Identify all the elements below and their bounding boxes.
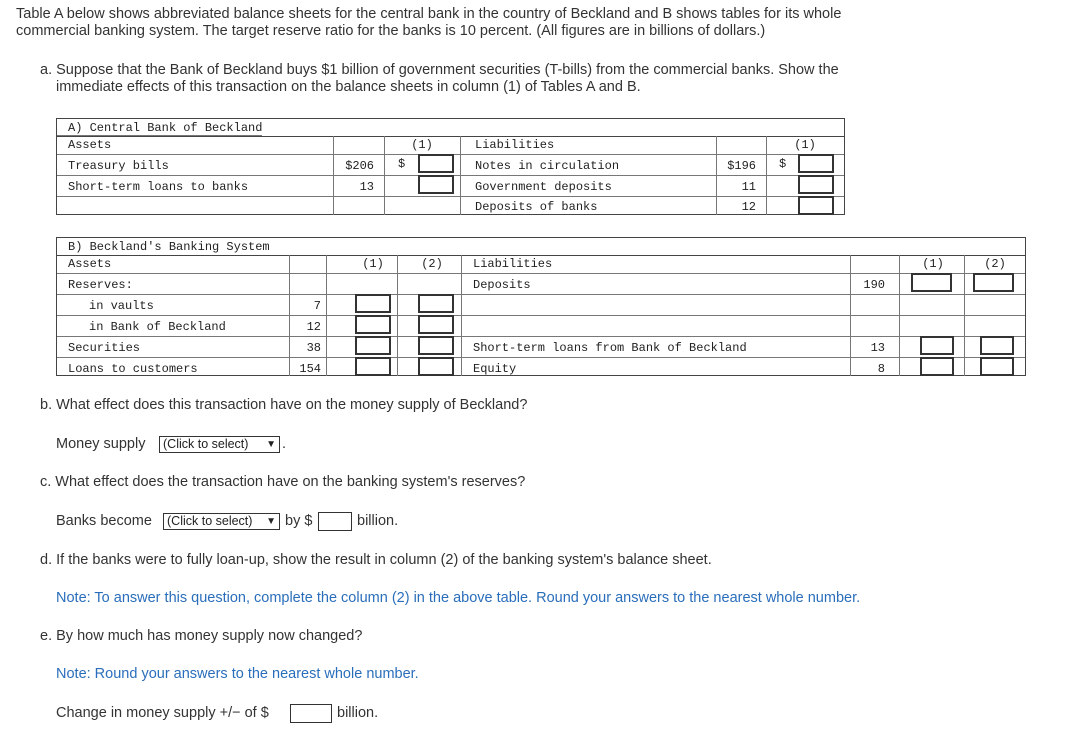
table-b-in-bank-col1-input[interactable] bbox=[355, 315, 391, 334]
table-b-asset-value: 7 bbox=[313, 299, 321, 313]
table-b-equity-col2-input[interactable] bbox=[980, 357, 1014, 376]
table-b-liability-value: 190 bbox=[863, 278, 885, 292]
money-supply-change-label: Change in money supply +/− of $ bbox=[56, 705, 269, 721]
question-c: c. What effect does the transaction have on the banking system's reserves? bbox=[40, 474, 526, 490]
question-e: e. By how much has money supply now changed? bbox=[40, 628, 363, 644]
table-a-asset-label: Treasury bills bbox=[68, 159, 169, 173]
table-b-liability-label: Equity bbox=[473, 362, 517, 376]
table-b-liabilities-header: Liabilities bbox=[473, 257, 553, 271]
table-b-in-vaults-col2-input[interactable] bbox=[418, 294, 454, 313]
money-supply-label: Money supply bbox=[56, 436, 146, 452]
billion-unit-label: billion. bbox=[357, 513, 399, 529]
table-b-asset-value: 38 bbox=[306, 341, 321, 355]
dollar-sign: $ bbox=[779, 157, 787, 171]
intro-line-1: Table A below shows abbreviated balance sheets for the central bank in the country of Beckland and B shows tables for its whole bbox=[16, 6, 842, 22]
table-b-asset-label: Securities bbox=[68, 341, 141, 355]
table-b-asset-label: in Bank of Beckland bbox=[89, 320, 226, 334]
question-d-note: Note: To answer this question, complete the column (2) in the above table. Round your answers to the nearest whole number. bbox=[56, 590, 861, 606]
table-a-asset-value: 13 bbox=[359, 180, 374, 194]
table-b-asset-label: in vaults bbox=[89, 299, 154, 313]
table-b-title: B) Beckland's Banking System bbox=[68, 240, 270, 254]
table-b-liability-value: 8 bbox=[877, 362, 885, 376]
money-supply-select[interactable] bbox=[159, 436, 280, 453]
money-supply-change-input[interactable] bbox=[290, 704, 332, 723]
table-a-col1-header-liab: (1) bbox=[794, 138, 816, 152]
question-d: d. If the banks were to fully loan-up, show the result in column (2) of the banking system's balance sheet. bbox=[40, 552, 712, 568]
table-b-short-term-loans-col1-input[interactable] bbox=[920, 336, 954, 355]
table-a-liability-label: Deposits of banks bbox=[475, 200, 598, 214]
table-b-asset-value: 12 bbox=[306, 320, 321, 334]
question-e-note: Note: Round your answers to the nearest whole number. bbox=[56, 666, 419, 682]
table-b-liability-label: Short-term loans from Bank of Beckland bbox=[473, 341, 747, 355]
table-b-col1-header: (1) bbox=[362, 257, 384, 271]
table-a-liability-label: Notes in circulation bbox=[475, 159, 620, 173]
table-b-loans-col1-input[interactable] bbox=[355, 357, 391, 376]
table-a-asset-label: Short-term loans to banks bbox=[68, 180, 249, 194]
table-a-liability-value: 11 bbox=[741, 180, 756, 194]
reserves-change-amount-input[interactable] bbox=[318, 512, 352, 531]
table-b-col2-header-liab: (2) bbox=[984, 257, 1006, 271]
table-b-asset-label: Loans to customers bbox=[68, 362, 198, 376]
reserves-change-select-value: (Click to select) bbox=[167, 514, 253, 528]
reserves-change-select[interactable] bbox=[163, 513, 280, 530]
table-b-securities-col1-input[interactable] bbox=[355, 336, 391, 355]
table-b-short-term-loans-col2-input[interactable] bbox=[980, 336, 1014, 355]
table-a-govt-deposits-col1-input[interactable] bbox=[798, 175, 834, 194]
table-a-liability-label: Government deposits bbox=[475, 180, 612, 194]
question-a-line-2: immediate effects of this transaction on the balance sheets in column (1) of Tables A and B. bbox=[56, 79, 641, 95]
period: . bbox=[282, 436, 287, 452]
table-a-short-term-loans-col1-input[interactable] bbox=[418, 175, 454, 194]
table-b-banking-system bbox=[56, 237, 1026, 376]
question-a-line-1: a. Suppose that the Bank of Beckland buys $1 billion of government securities (T-bills) from the commercial banks. Show the bbox=[40, 62, 839, 78]
table-b-col2-header: (2) bbox=[421, 257, 443, 271]
table-b-col1-header-liab: (1) bbox=[922, 257, 944, 271]
money-supply-select-value: (Click to select) bbox=[163, 437, 249, 451]
table-a-central-bank bbox=[56, 118, 845, 215]
table-b-assets-header: Assets bbox=[68, 257, 112, 271]
table-a-deposits-of-banks-col1-input[interactable] bbox=[798, 196, 834, 215]
table-a-col1-header: (1) bbox=[411, 138, 433, 152]
table-a-notes-col1-input[interactable] bbox=[798, 154, 834, 173]
table-b-securities-col2-input[interactable] bbox=[418, 336, 454, 355]
table-a-liability-value: $196 bbox=[727, 159, 756, 173]
table-a-asset-value: $206 bbox=[345, 159, 374, 173]
table-b-liability-value: 13 bbox=[870, 341, 885, 355]
table-b-deposits-col2-input[interactable] bbox=[973, 273, 1014, 292]
table-a-liabilities-header: Liabilities bbox=[475, 138, 555, 152]
table-a-title: A) Central Bank of Beckland bbox=[68, 121, 263, 135]
chevron-down-icon: ▼ bbox=[266, 516, 276, 527]
table-b-deposits-col1-input[interactable] bbox=[911, 273, 952, 292]
table-b-in-bank-col2-input[interactable] bbox=[418, 315, 454, 334]
table-b-asset-value: 154 bbox=[299, 362, 321, 376]
table-a-assets-header: Assets bbox=[68, 138, 112, 152]
table-b-equity-col1-input[interactable] bbox=[920, 357, 954, 376]
chevron-down-icon: ▼ bbox=[266, 439, 276, 450]
table-b-asset-label: Reserves: bbox=[68, 278, 133, 292]
billion-unit-label: billion. bbox=[337, 705, 379, 721]
table-b-loans-col2-input[interactable] bbox=[418, 357, 454, 376]
dollar-sign: $ bbox=[398, 157, 406, 171]
intro-line-2: commercial banking system. The target reserve ratio for the banks is 10 percent. (All figures are in billions of dollars.) bbox=[16, 23, 766, 39]
table-b-liability-label: Deposits bbox=[473, 278, 531, 292]
question-b: b. What effect does this transaction have on the money supply of Beckland? bbox=[40, 397, 528, 413]
table-a-treasury-bills-col1-input[interactable] bbox=[418, 154, 454, 173]
table-b-in-vaults-col1-input[interactable] bbox=[355, 294, 391, 313]
table-a-liability-value: 12 bbox=[741, 200, 756, 214]
banks-become-label: Banks become bbox=[56, 513, 152, 529]
by-dollar-label: by $ bbox=[285, 513, 313, 529]
